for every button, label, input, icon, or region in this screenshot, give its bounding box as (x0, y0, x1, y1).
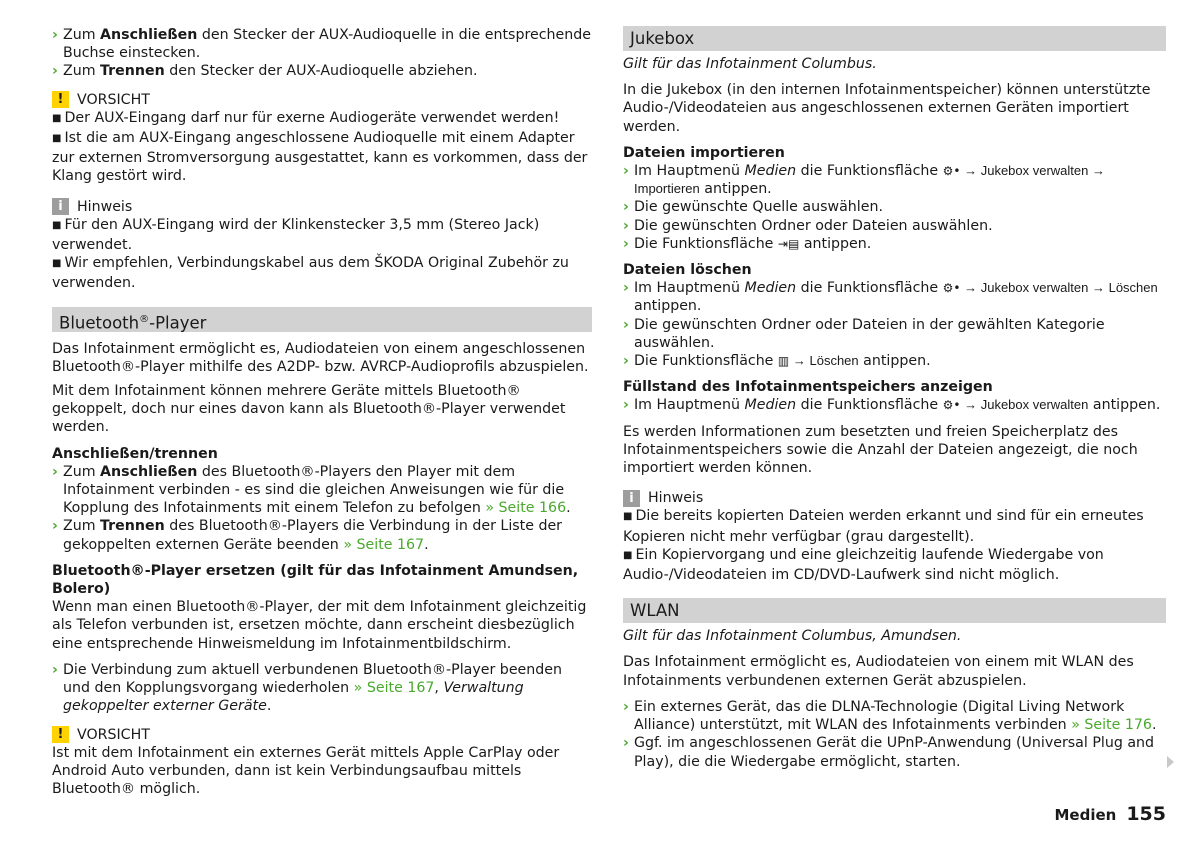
delete-step-3: › Die Funktionsfläche ▥ → Löschen antippen. (623, 353, 931, 370)
jukebox-applies: Gilt für das Infotainment Columbus. (623, 56, 877, 72)
caution-box-carplay (52, 726, 592, 799)
caution-title: VORSICHT (77, 726, 150, 743)
footer-section-label: Medien (1054, 806, 1117, 824)
caution-title: VORSICHT (77, 91, 150, 108)
settings-icon: ⚙• (942, 164, 961, 179)
next-page-icon (1167, 756, 1174, 768)
wlan-step-2: › Ggf. im angeschlossenen Gerät die UPnP-Anwendung (Universal Plug and Play), die die Wiedergabe ermöglicht, starten. (623, 735, 1155, 770)
bt-paragraph-1: Das Infotainment ermöglicht es, Audiodateien von einem angeschlossenen Bluetooth®-Player mithilfe des A2DP- bzw. AVRCP-Audioprofils abzuspielen. (52, 340, 589, 375)
fill-step: › Im Hauptmenü Medien die Funktionsfläche ⚙• → Jukebox verwalten antippen. (623, 397, 1161, 414)
page-ref-link[interactable]: » Seite 166 (485, 500, 567, 517)
page-ref-link[interactable]: » Seite 167 (353, 680, 435, 697)
section-heading-bluetooth-player: Bluetooth®-Player (52, 307, 592, 332)
delete-step-1: › Im Hauptmenü Medien die Funktionsfläche ⚙• → Jukebox verwalten → Löschen antippen. (623, 280, 1158, 315)
wlan-intro: Das Infotainment ermöglicht es, Audiodateien von einem mit WLAN des Infotainments verbundenen externen Gerät abzuspielen. (623, 654, 1134, 689)
delete-step-2: › Die gewünschten Ordner oder Dateien in der gewählten Kategorie auswählen. (623, 316, 1105, 351)
step-arrow-icon: › (52, 661, 58, 678)
note-item: ■ Die bereits kopierten Dateien werden erkannt und sind für ein erneutes Kopieren nicht mehr verfügbar (grau dargestellt). (623, 508, 1144, 545)
step-arrow-icon: › (52, 463, 58, 480)
page-ref-link[interactable]: » Seite 176 (1071, 717, 1152, 734)
import-icon: ⇥▤ (777, 236, 800, 251)
subheading-delete: Dateien löschen (623, 262, 752, 279)
caution-item: ■ Der AUX-Eingang darf nur für exerne Audiogeräte verwendet werden! (52, 109, 560, 126)
subheading-replace: Bluetooth®-Player ersetzen (gilt für das Infotainment Amundsen, Bolero) (52, 562, 579, 598)
subheading-fill-level: Füllstand des Infotainmentspeichers anzeigen (623, 379, 993, 396)
bt-step-connect: › Zum Anschließen des Bluetooth®-Players den Player mit dem Infotainment verbinden - es sind die gleichen Anweisungen wie für die Kopplung des Infotainments mit einem Telefon zu befolgen » Seite 166. (52, 463, 571, 517)
left-column (52, 26, 592, 798)
trash-icon: ▥ (777, 354, 790, 369)
page-footer (1054, 803, 1166, 825)
jukebox-intro: In die Jukebox (in den internen Infotainmentspeicher) können unterstützte Audio-/Videodateien aus angeschlossenen externen Geräten importiert werden. (623, 82, 1151, 135)
note-item: ■ Wir empfehlen, Verbindungskabel aus dem ŠKODA Original Zubehör zu verwenden. (52, 255, 569, 292)
step-arrow-icon: › (52, 63, 58, 80)
step-arrow-icon: › (52, 518, 58, 535)
note-item: ■ Für den AUX-Eingang wird der Klinkenstecker 3,5 mm (Stereo Jack) verwendet. (52, 216, 540, 254)
import-step-1: › Im Hauptmenü Medien die Funktionsfläche ⚙• → Jukebox verwalten → Importieren antippen. (623, 163, 1105, 198)
note-box-jukebox (623, 489, 1166, 584)
subheading-import: Dateien importieren (623, 144, 785, 161)
settings-icon: ⚙• (942, 281, 961, 296)
caution-text: Ist mit dem Infotainment ein externes Gerät mittels Apple CarPlay oder Android Auto verbunden, dann ist kein Verbindungsaufbau mittels Bluetooth® möglich. (52, 744, 560, 798)
info-icon: i (623, 490, 640, 507)
note-title: Hinweis (648, 490, 704, 507)
subheading-connect: Anschließen/trennen (52, 445, 218, 462)
right-column (623, 26, 1166, 771)
import-step-3: › Die gewünschten Ordner oder Dateien auswählen. (623, 217, 993, 234)
import-step-4: › Die Funktionsfläche ⇥▤ antippen. (623, 235, 872, 252)
bt-step-disconnect: › Zum Trennen des Bluetooth®-Players die Verbindung in der Liste der gekoppelten externen Geräte beenden » Seite 167. (52, 518, 563, 553)
caution-box-aux (52, 91, 592, 186)
note-item: ■ Ein Kopiervorgang und eine gleichzeitig laufende Wiedergabe von Audio-/Videodateien im CD/DVD-Laufwerk sind nicht möglich. (623, 546, 1104, 584)
caution-item: ■ Ist die am AUX-Eingang angeschlossene Audioquelle mit einem Adapter zur externen Stromversorgung ausgestattet, kann es vorkommen, dass der Klang gestört wird. (52, 130, 588, 185)
section-heading-wlan: WLAN (623, 598, 1166, 623)
import-step-2: › Die gewünschte Quelle auswählen. (623, 199, 883, 216)
step-arrow-icon: › (52, 27, 58, 43)
wlan-applies: Gilt für das Infotainment Columbus, Amundsen. (623, 628, 962, 645)
bt-paragraph-2: Mit dem Infotainment können mehrere Geräte mittels Bluetooth® gekoppelt, doch nur eines davon kann als Bluetooth®-Player verwendet werden. (52, 383, 566, 436)
aux-step-connect: › Zum Anschließen den Stecker der AUX-Audioquelle in die entsprechende Buchse einstecken. (52, 27, 591, 62)
section-heading-jukebox: Jukebox (623, 26, 1166, 51)
page-ref-link[interactable]: » Seite 167 (343, 536, 425, 553)
aux-step-disconnect: › Zum Trennen den Stecker der AUX-Audioquelle abziehen. (52, 63, 478, 80)
fill-paragraph: Es werden Informationen zum besetzten und freien Speicherplatz des Infotainmentspeichers sowie die Anzahl der Dateien angezeigt, die noch importiert werden können. (623, 423, 1138, 477)
wlan-step-1: › Ein externes Gerät, das die DLNA-Technologie (Digital Living Network Alliance) unterstützt, mit WLAN des Infotainments verbinden » Seite 176. (623, 698, 1157, 734)
info-icon: i (52, 198, 69, 215)
settings-icon: ⚙• (942, 398, 961, 413)
warning-icon: ! (52, 91, 69, 108)
replace-step: › Die Verbindung zum aktuell verbundenen Bluetooth®-Player beenden und den Kopplungsvorgang wiederholen » Seite 167, Verwaltung gekoppelter externer Geräte. (52, 661, 562, 715)
note-title: Hinweis (77, 198, 133, 215)
note-box-aux (52, 198, 592, 293)
page-number: 155 (1126, 803, 1166, 825)
warning-icon: ! (52, 726, 69, 743)
replace-paragraph: Wenn man einen Bluetooth®-Player, der mit dem Infotainment gleichzeitig als Telefon verbunden ist, ersetzen möchte, dann erscheint diesbezüglich eine entsprechende Hinweismeldung im Infotainmentbildschirm. (52, 599, 587, 652)
